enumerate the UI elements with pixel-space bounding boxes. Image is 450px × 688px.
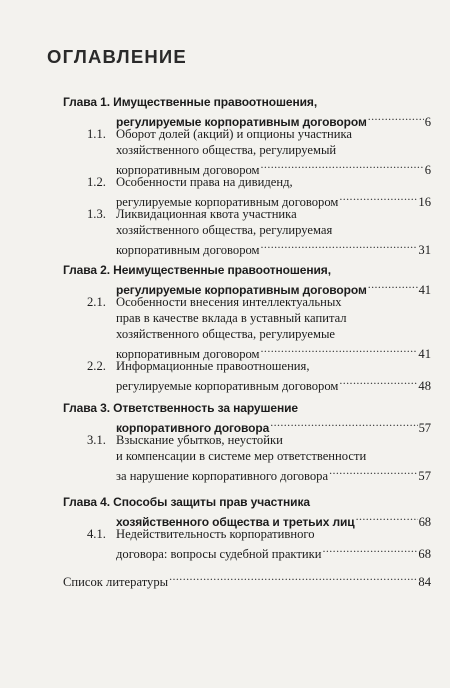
dot-leader bbox=[368, 110, 424, 126]
chapter-2-label-line bbox=[63, 262, 331, 278]
chapter-1-label: Глава 1. bbox=[63, 95, 110, 109]
chapter-2-title-line-1: Неимущественные правоотношения, bbox=[113, 263, 331, 277]
section-1-2-num: 1.2. bbox=[87, 175, 106, 189]
section-1-2-page: 16 bbox=[418, 195, 431, 209]
chapter-1-page: 6 bbox=[424, 115, 431, 129]
dot-leader bbox=[329, 464, 417, 480]
chapter-1-title-line-1: Имущественные правоотношения, bbox=[113, 95, 318, 109]
section-2-1-num: 2.1. bbox=[87, 295, 106, 309]
section-1-3-row: корпоративным договором ..... 31 bbox=[116, 238, 431, 258]
bibliography-label: Список литературы bbox=[63, 575, 169, 589]
section-1-3-num: 1.3. bbox=[87, 207, 106, 221]
chapter-1-label-line bbox=[63, 94, 317, 110]
section-3-1-line-1: 3.1. Взыскание убытков, неустойки bbox=[87, 433, 283, 447]
section-3-1-page: 57 bbox=[418, 469, 431, 483]
section-4-1-line-1: 4.1. Недействительность корпоративного bbox=[87, 527, 315, 541]
section-2-1-page: 41 bbox=[418, 347, 431, 361]
chapter-3-page: 57 bbox=[418, 421, 431, 435]
chapter-4-title-line-2: хозяйственного общества и третьих лиц bbox=[116, 515, 355, 529]
bibliography-page: 84 bbox=[418, 575, 431, 589]
chapter-4-title-line-1: Способы защиты прав участника bbox=[113, 495, 310, 509]
section-1-1-page: 6 bbox=[424, 163, 431, 177]
section-3-1-num: 3.1. bbox=[87, 433, 106, 447]
chapter-4-label-line bbox=[63, 494, 310, 510]
dot-leader bbox=[169, 570, 417, 586]
section-1-3-line-2: хозяйственного общества, регулируемая bbox=[116, 223, 333, 237]
section-1-1-line-1: 1.1. Оборот долей (акций) и опционы участника bbox=[87, 127, 353, 141]
section-1-3-line-1: 1.3. Ликвидационная квота участника bbox=[87, 207, 297, 221]
section-1-1-num: 1.1. bbox=[87, 127, 106, 141]
chapter-2-title-line-2: регулируемые корпоративным договором bbox=[116, 283, 367, 297]
section-4-1-num: 4.1. bbox=[87, 527, 106, 541]
section-2-2-page: 48 bbox=[418, 379, 431, 393]
section-1-2-row: регулируемые корпоративным договором ..... 16 bbox=[116, 190, 431, 210]
dot-leader bbox=[322, 542, 417, 558]
section-1-2-line-1: 1.2. Особенности права на дивиденд, bbox=[87, 175, 293, 189]
dot-leader bbox=[339, 374, 417, 390]
section-2-2-line-1: 2.2. Информационные правоотношения, bbox=[87, 359, 310, 373]
section-4-1-page: 68 bbox=[418, 547, 431, 561]
chapter-3-title-line-1: Ответственность за нарушение bbox=[113, 401, 298, 415]
chapter-3-label-line bbox=[63, 400, 298, 416]
section-3-1-line-2: и компенсации в системе мер ответственности bbox=[116, 449, 367, 463]
chapter-4-page: 68 bbox=[418, 515, 431, 529]
chapter-1-title-line-2: регулируемые корпоративным договором bbox=[116, 115, 367, 129]
chapter-3-label: Глава 3. bbox=[63, 401, 110, 415]
section-1-1-line-2: хозяйственного общества, регулируемый bbox=[116, 143, 337, 157]
chapter-4-label: Глава 4. bbox=[63, 495, 110, 509]
dot-leader bbox=[261, 158, 424, 174]
dot-leader bbox=[368, 278, 418, 294]
dot-leader bbox=[356, 510, 418, 526]
section-4-1-row: договора: вопросы судебной практики ..... 68 bbox=[116, 542, 431, 562]
chapter-3-title-line-2: корпоративного договора bbox=[116, 421, 270, 435]
dot-leader bbox=[339, 190, 417, 206]
section-2-1-line-3: хозяйственного общества, регулируемые bbox=[116, 327, 336, 341]
toc-title: ОГЛАВЛЕНИЕ bbox=[47, 46, 187, 67]
section-2-2-row: регулируемые корпоративным договором ..... 48 bbox=[116, 374, 431, 394]
dot-leader bbox=[261, 342, 418, 358]
chapter-2-label: Глава 2. bbox=[63, 263, 110, 277]
section-2-1-line-1: 2.1. Особенности внесения интеллектуальных bbox=[87, 295, 342, 309]
dot-leader bbox=[261, 238, 418, 254]
section-1-1-row: корпоративным договором ..... 6 bbox=[116, 158, 431, 178]
dot-leader bbox=[270, 416, 417, 432]
section-2-1-row: корпоративным договором ..... 41 bbox=[116, 342, 431, 362]
section-3-1-row: за нарушение корпоративного договора ..... 57 bbox=[116, 464, 431, 484]
section-2-1-line-2: прав в качестве вклада в уставный капитал bbox=[116, 311, 347, 325]
section-2-2-num: 2.2. bbox=[87, 359, 106, 373]
bibliography-row bbox=[63, 570, 431, 590]
section-1-3-page: 31 bbox=[418, 243, 431, 257]
chapter-2-page: 41 bbox=[418, 283, 431, 297]
